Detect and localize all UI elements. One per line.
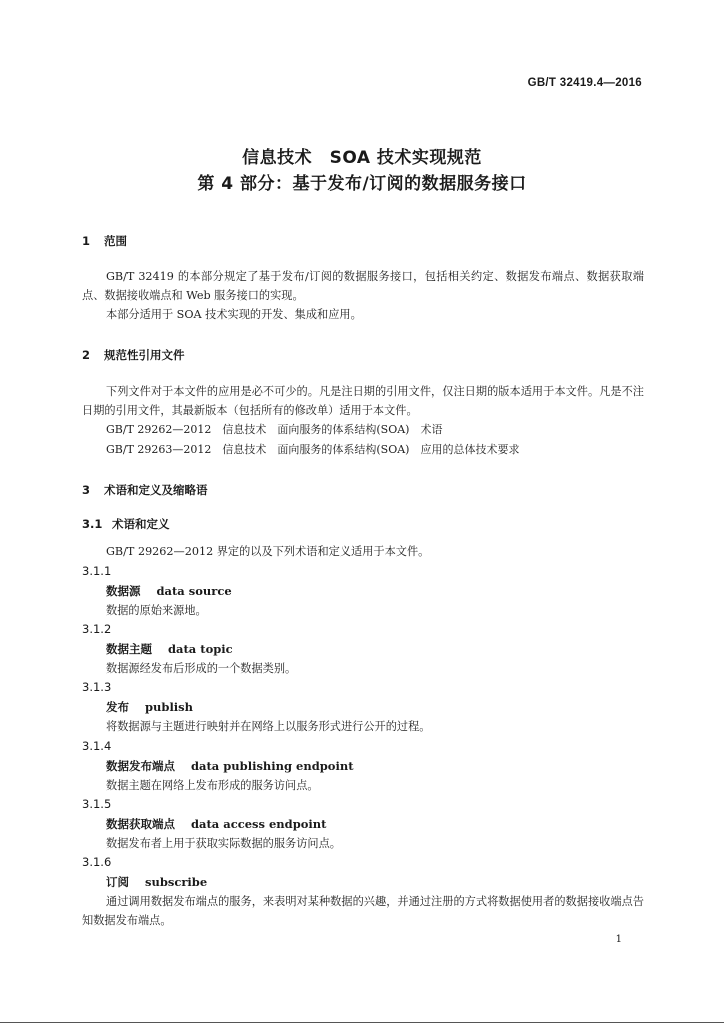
section-3-heading xyxy=(82,482,208,498)
term-heading xyxy=(106,699,193,715)
section-2-heading xyxy=(82,347,185,363)
section-title: 范围 xyxy=(104,234,127,248)
term-number: 3.1.3 xyxy=(82,680,112,694)
term-cn: 数据发布端点 xyxy=(106,759,175,773)
term-definition: 数据发布者上用于获取实际数据的服务访问点。 xyxy=(106,837,341,850)
reference-2: GB/T 29263—2012 信息技术 面向服务的体系结构(SOA) 应用的总体技术要求 xyxy=(106,443,520,456)
page-number: 1 xyxy=(615,934,622,945)
reference-1: GB/T 29262—2012 信息技术 面向服务的体系结构(SOA) 术语 xyxy=(106,423,443,436)
section-1-paragraph-2: 本部分适用于 SOA 技术实现的开发、集成和应用。 xyxy=(106,308,362,321)
term-en: subscribe xyxy=(145,875,208,889)
term-heading xyxy=(106,758,354,774)
term-definition: 数据的原始来源地。 xyxy=(106,604,207,617)
subsection-title: 术语和定义 xyxy=(112,517,170,531)
term-cn: 数据主题 xyxy=(106,642,152,656)
section-1-paragraph-1: GB/T 32419 的本部分规定了基于发布/订阅的数据服务接口，包括相关约定、数据发布端点、数据获取端点、数据接收端点和 Web 服务接口的实现。 xyxy=(82,270,644,302)
term-number: 3.1.5 xyxy=(82,797,112,811)
section-1-heading xyxy=(82,233,127,249)
section-title: 规范性引用文件 xyxy=(104,348,185,362)
term-en: data publishing endpoint xyxy=(191,759,354,773)
term-cn: 数据源 xyxy=(106,584,141,598)
term-number: 3.1.4 xyxy=(82,739,112,753)
term-cn: 数据获取端点 xyxy=(106,817,175,831)
bottom-divider xyxy=(0,1022,724,1023)
section-number: 3 xyxy=(82,483,91,497)
term-definition: 数据主题在网络上发布形成的服务访问点。 xyxy=(106,779,319,792)
term-number: 3.1.6 xyxy=(82,855,112,869)
term-en: publish xyxy=(145,700,194,714)
term-number: 3.1.2 xyxy=(82,622,112,636)
section-3-1-heading xyxy=(82,516,170,532)
document-title-line2: 第 4 部分：基于发布/订阅的数据服务接口 xyxy=(197,174,527,194)
term-en: data source xyxy=(156,584,232,598)
term-cn: 订阅 xyxy=(106,875,129,889)
term-heading xyxy=(106,816,326,832)
document-title-line1: 信息技术 SOA 技术实现规范 xyxy=(242,148,482,168)
standard-number: GB/T 32419.4—2016 xyxy=(527,77,642,89)
section-title: 术语和定义及缩略语 xyxy=(104,483,208,497)
term-heading xyxy=(106,874,207,890)
section-3-1-intro: GB/T 29262—2012 界定的以及下列术语和定义适用于本文件。 xyxy=(106,545,430,558)
term-cn: 发布 xyxy=(106,700,129,714)
term-en: data access endpoint xyxy=(191,817,327,831)
term-heading xyxy=(106,641,233,657)
term-en: data topic xyxy=(168,642,233,656)
section-number: 2 xyxy=(82,348,91,362)
term-definition: 数据源经发布后形成的一个数据类别。 xyxy=(106,662,297,675)
term-definition: 通过调用数据发布端点的服务，来表明对某种数据的兴趣，并通过注册的方式将数据使用者的数据接收端点告知数据发布端点。 xyxy=(82,895,644,927)
section-2-paragraph-1: 下列文件对于本文件的应用是必不可少的。凡是注日期的引用文件，仅注日期的版本适用于本文件。凡是不注日期的引用文件，其最新版本（包括所有的修改单）适用于本文件。 xyxy=(82,385,644,417)
subsection-number: 3.1 xyxy=(82,517,103,531)
term-number: 3.1.1 xyxy=(82,564,112,578)
term-definition: 将数据源与主题进行映射并在网络上以服务形式进行公开的过程。 xyxy=(106,720,431,733)
section-number: 1 xyxy=(82,234,91,248)
term-heading xyxy=(106,583,232,599)
